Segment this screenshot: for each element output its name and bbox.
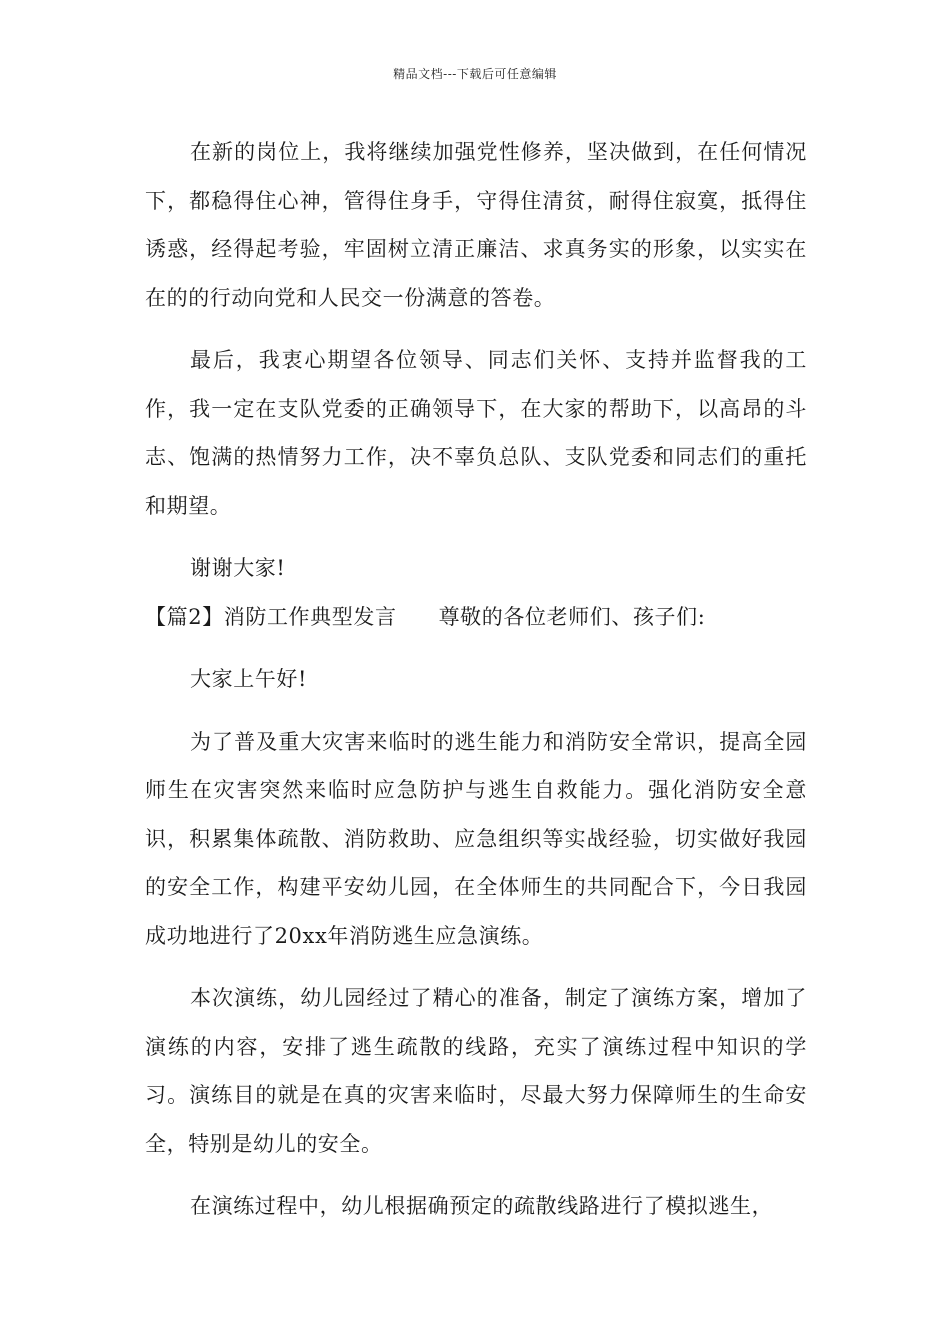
section-title: 【篇2】消防工作典型发言	[145, 604, 397, 629]
paragraph-closing-hope: 最后，我衷心期望各位领导、同志们关怀、支持并监督我的工作，我一定在支队党委的正确领导下，在大家的帮助下，以高昂的斗志、饱满的热情努力工作，决不辜负总队、支队党委和同志们的重托和期望。	[145, 348, 807, 518]
paragraph-good-morning: 大家上午好!	[190, 667, 308, 691]
document-body	[145, 128, 807, 1231]
paragraph-commitment: 在新的岗位上，我将继续加强党性修养，坚决做到，在任何情况下，都稳得住心神，管得住身手，守得住清贫，耐得住寂寞，抵得住诱惑，经得起考验，牢固树立清正廉洁、求真务实的形象，以实实在在的的行动向党和人民交一份满意的答卷。	[145, 140, 807, 310]
section-heading	[145, 593, 807, 642]
paragraph-drill-preparation: 本次演练，幼儿园经过了精心的准备，制定了演练方案，增加了演练的内容，安排了逃生疏散的线路，充实了演练过程中知识的学习。演练目的就是在真的灾害来临时，尽最大努力保障师生的生命安全，特别是幼儿的安全。	[145, 986, 807, 1156]
section-greeting: 尊敬的各位老师们、孩子们:	[438, 604, 706, 629]
page-header: 精品文档---下载后可任意编辑	[393, 67, 557, 81]
paragraph-thanks: 谢谢大家!	[190, 556, 286, 580]
paragraph-drill-purpose: 为了普及重大灾害来临时的逃生能力和消防安全常识，提高全园师生在灾害突然来临时应急防护与逃生自救能力。强化消防安全意识，积累集体疏散、消防救助、应急组织等实战经验，切实做好我园的安全工作，构建平安幼儿园，在全体师生的共同配合下，今日我园成功地进行了20xx年消防逃生应急演练。	[145, 729, 807, 948]
paragraph-drill-process: 在演练过程中，幼儿根据确预定的疏散线路进行了模拟逃生，	[190, 1194, 774, 1218]
